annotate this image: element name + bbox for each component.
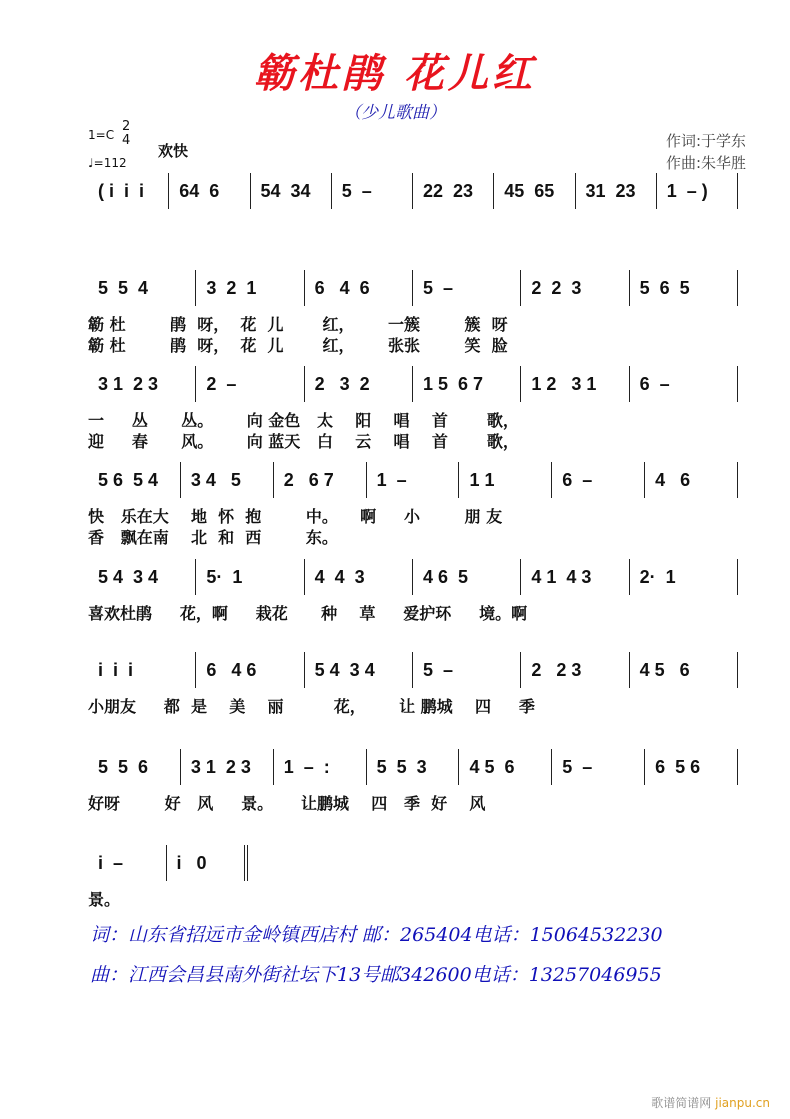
measure: 5 5 3 <box>367 749 460 785</box>
measure: 31 23 <box>576 173 657 209</box>
measure: 1 2 3 1 <box>521 366 629 402</box>
lyric-line: 香 飘在南 北 和 西 东。 <box>88 528 338 547</box>
measure: i 0 <box>167 845 249 881</box>
measure: 2 3 2 <box>305 366 413 402</box>
composer-credit: 作曲:朱华胜 <box>665 154 746 172</box>
notation-line <box>88 652 738 688</box>
measure: 3 1 2 3 <box>88 366 196 402</box>
composer-address: 曲：江西会昌县南外街社坛下13号邮342600电话：13257046955 <box>90 964 662 986</box>
measure: 5 5 4 <box>88 270 196 306</box>
measure: 4 5 6 <box>459 749 552 785</box>
measure: 1 – : <box>274 749 367 785</box>
measure: 6 – <box>552 462 645 498</box>
mood-marking: 欢快 <box>158 142 189 160</box>
measure: 6 – <box>630 366 738 402</box>
measure: 2 2 3 <box>521 270 629 306</box>
time-signature <box>122 120 130 148</box>
lyric-line: 迎 春 风。 向 蓝天 白 云 唱 首 歌， <box>88 432 519 451</box>
lyric-line: 快 乐在大 地 怀 抱 中。 啊 小 朋 友 <box>88 507 503 526</box>
notation-line <box>88 559 738 595</box>
measure: 4 1 4 3 <box>521 559 629 595</box>
song-subtitle: （少儿歌曲） <box>344 103 446 123</box>
measure: 22 23 <box>413 173 494 209</box>
measure: 5 4 3 4 <box>88 559 196 595</box>
measure: 3 4 5 <box>181 462 274 498</box>
lyric-line: 簕 杜 鹃 呀， 花 儿 红， 张张 笑 脸 <box>88 336 508 355</box>
notation-line <box>88 845 248 881</box>
time-bottom: 4 <box>122 133 131 148</box>
measure: 54 34 <box>251 173 332 209</box>
measure: 6 4 6 <box>196 652 304 688</box>
measure: 2 – <box>196 366 304 402</box>
measure: i – <box>88 845 167 881</box>
notation-line <box>88 366 738 402</box>
measure: 4 6 5 <box>413 559 521 595</box>
measure: 6 5 6 <box>645 749 738 785</box>
measure: 5 – <box>332 173 413 209</box>
measure: 4 6 <box>645 462 738 498</box>
measure: 3 2 1 <box>196 270 304 306</box>
measure: ( i i i <box>88 173 169 209</box>
lyric-line: 一 丛 丛。 向 金色 太 阳 唱 首 歌， <box>88 411 519 430</box>
measure: i i i <box>88 652 196 688</box>
measure: 5 5 6 <box>88 749 181 785</box>
notation-line <box>88 462 738 498</box>
lyric-line: 簕 杜 鹃 呀， 花 儿 红， 一簇 簇 呀 <box>88 315 508 334</box>
tempo-marking: ♩=112 <box>88 156 127 170</box>
measure: 2 2 3 <box>521 652 629 688</box>
measure: 3 1 2 3 <box>181 749 274 785</box>
lyricist-credit: 作词:于学东 <box>665 132 746 150</box>
measure: 2· 1 <box>630 559 738 595</box>
measure: 1 – <box>367 462 460 498</box>
measure: 5· 1 <box>196 559 304 595</box>
measure: 64 6 <box>169 173 250 209</box>
watermark-url: jianpu.cn <box>715 1096 770 1110</box>
measure: 6 4 6 <box>305 270 413 306</box>
lyric-line: 好呀 好 风 景。 让鹏城 四 季 好 风 <box>88 794 486 813</box>
measure: 5 6 5 <box>630 270 738 306</box>
lyric-line: 喜欢杜鹃 花，啊 栽花 种 草 爱护环 境。啊 <box>88 604 528 623</box>
measure: 5 6 5 4 <box>88 462 181 498</box>
notation-line <box>88 270 738 306</box>
measure: 45 65 <box>494 173 575 209</box>
measure: 5 – <box>413 270 521 306</box>
notation-line <box>88 749 738 785</box>
notation-line <box>88 173 738 209</box>
measure: 4 5 6 <box>630 652 738 688</box>
measure: 5 4 3 4 <box>305 652 413 688</box>
time-top: 2 <box>122 119 131 134</box>
watermark-cn: 歌谱简谱网 <box>651 1096 712 1110</box>
song-title: 簕杜鹃 花儿红 <box>254 50 536 97</box>
key-signature: 1=C <box>88 128 115 142</box>
lyric-line: 小朋友 都 是 美 丽 花， 让 鹏城 四 季 <box>88 697 535 716</box>
watermark <box>651 1094 770 1111</box>
lyricist-address: 词：山东省招远市金岭镇西店村 邮：265404电话：15064532230 <box>90 924 663 946</box>
measure: 5 – <box>552 749 645 785</box>
measure: 1 1 <box>459 462 552 498</box>
lyric-line: 景。 <box>88 890 121 909</box>
measure: 2 6 7 <box>274 462 367 498</box>
measure: 5 – <box>413 652 521 688</box>
measure: 1 – ) <box>657 173 738 209</box>
measure: 4 4 3 <box>305 559 413 595</box>
measure: 1 5 6 7 <box>413 366 521 402</box>
